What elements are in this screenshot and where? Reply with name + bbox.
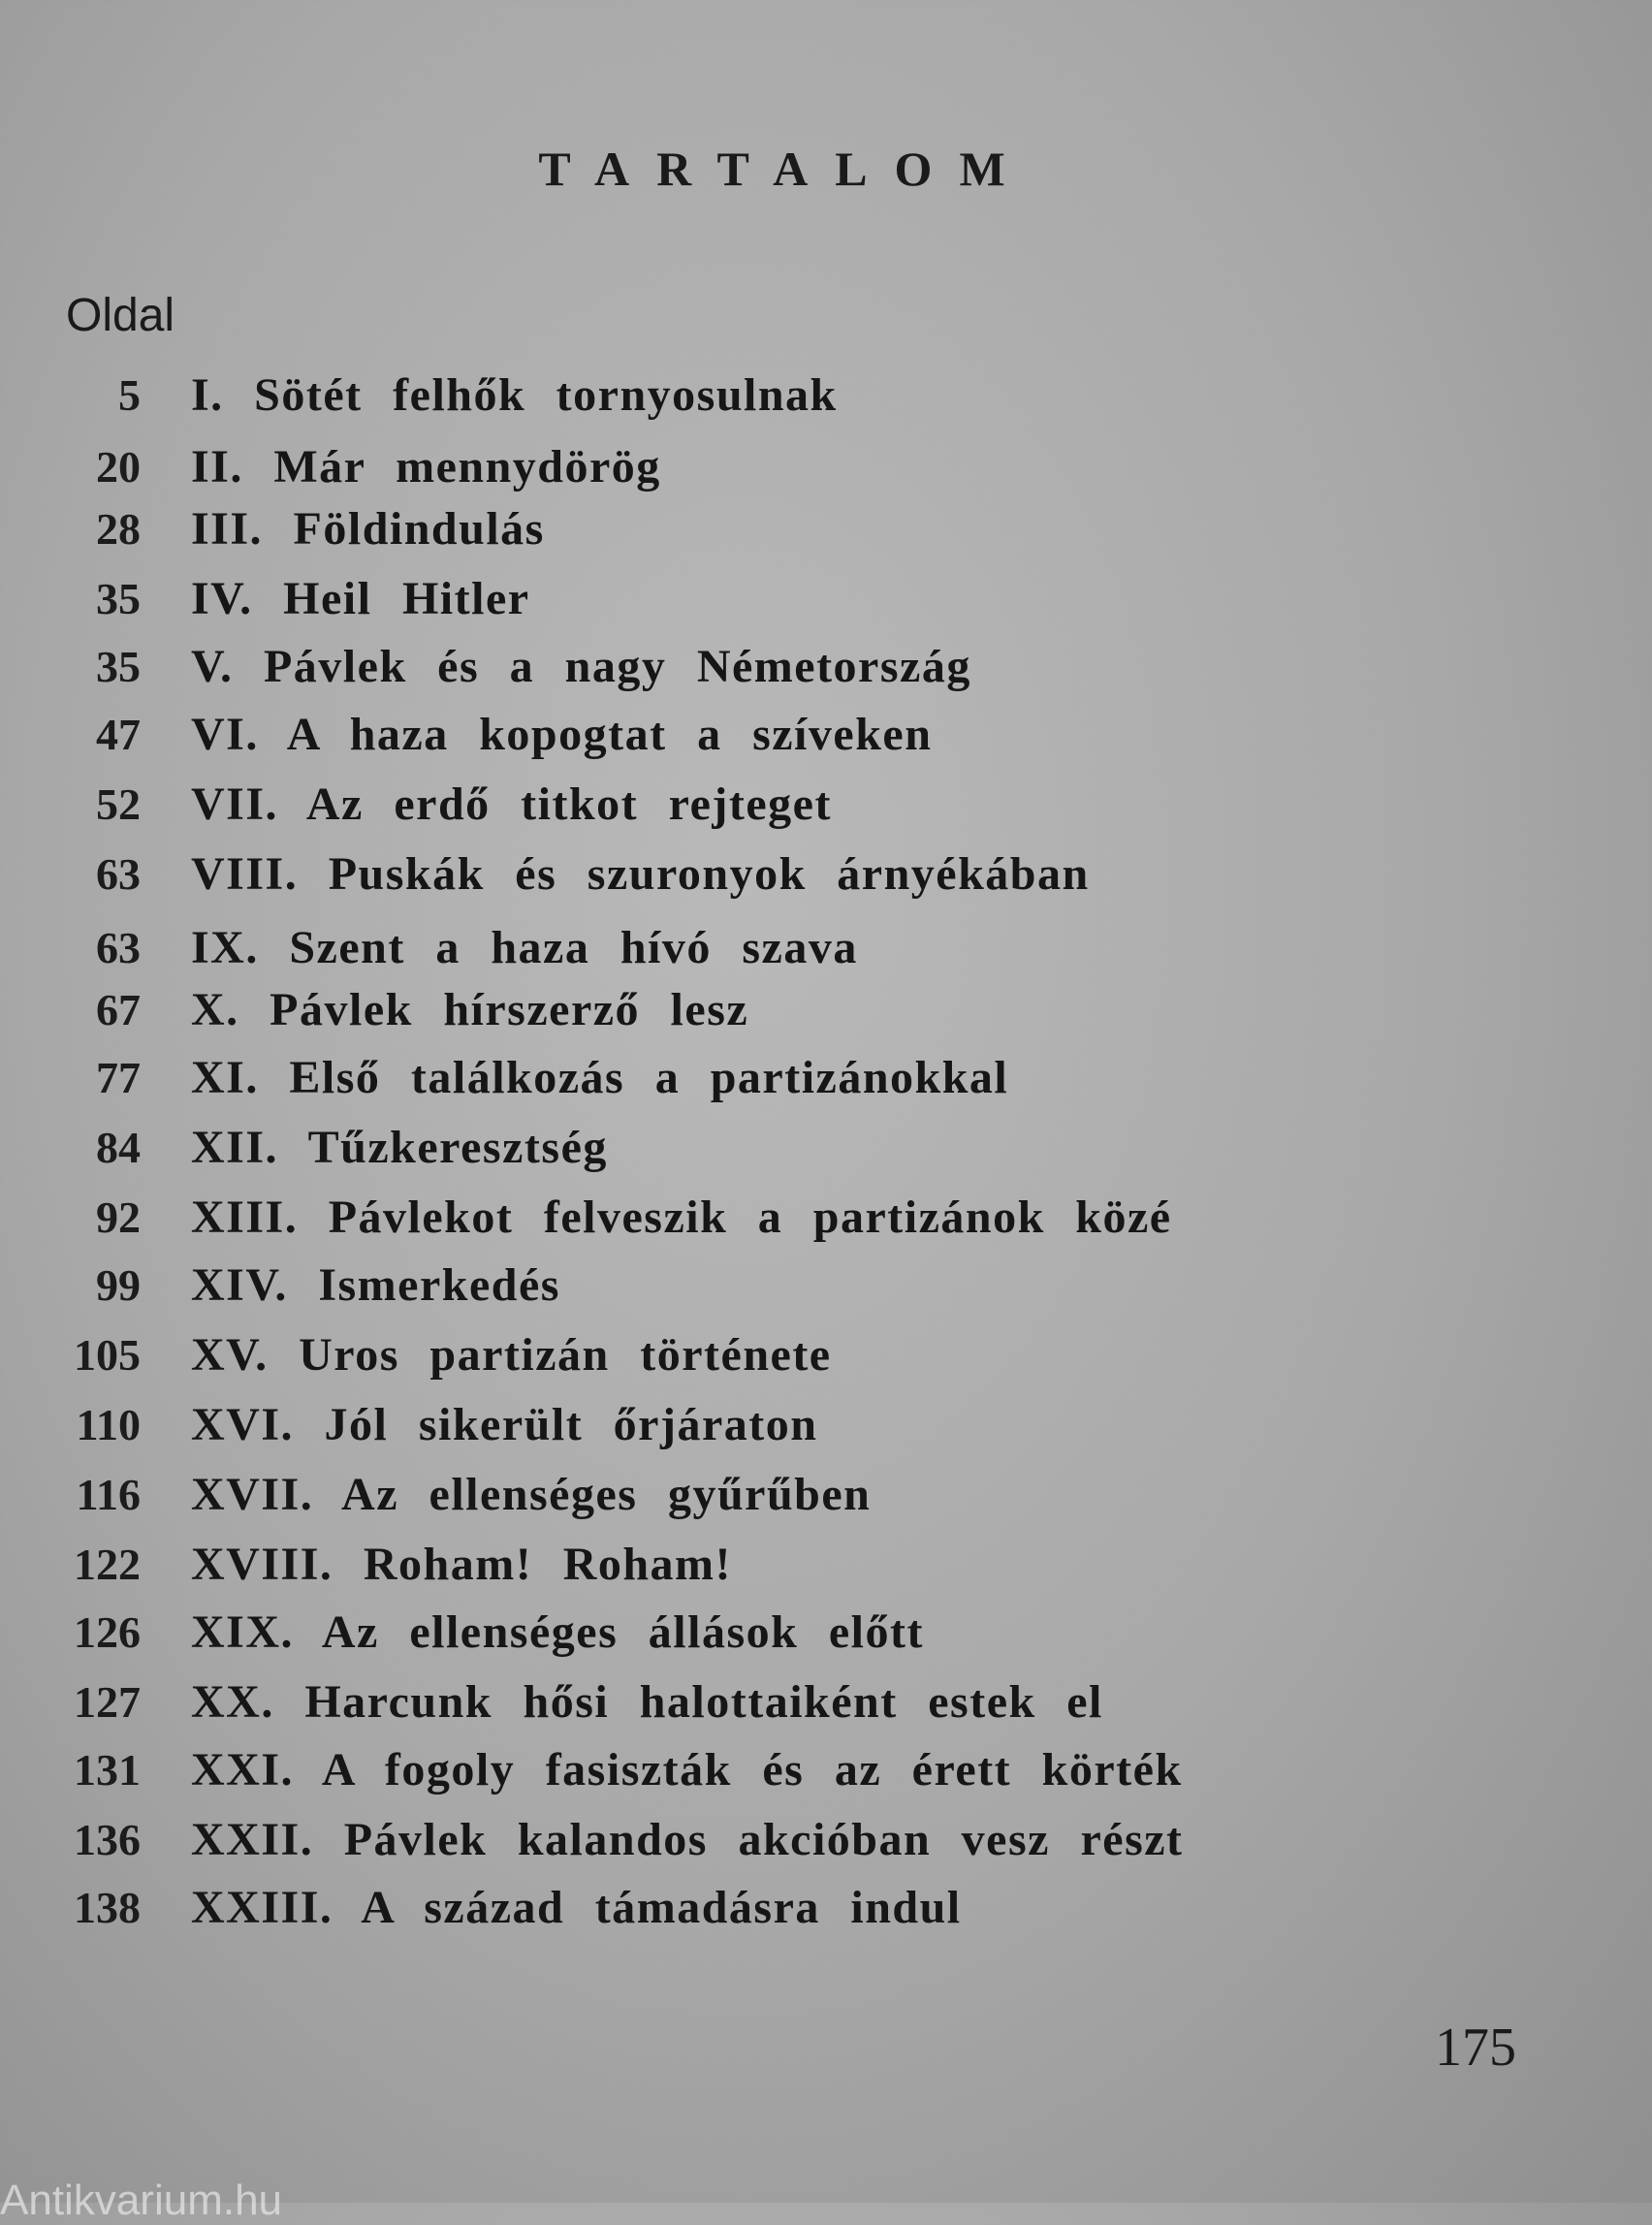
toc-row (0, 502, 1454, 562)
toc-page-number: 84 (96, 1123, 141, 1172)
toc-chapter-title: XXIII. A század támadásra indul (191, 1882, 962, 1933)
toc-row (0, 1258, 1454, 1319)
toc-row (0, 1881, 1454, 1941)
toc-page-number: 126 (74, 1607, 141, 1657)
toc-row (0, 1121, 1454, 1181)
toc-row (0, 440, 1454, 500)
toc-page-number: 28 (96, 504, 141, 554)
toc-chapter-title: VIII. Puskák és szuronyok árnyékában (191, 848, 1090, 900)
toc-row (0, 1538, 1454, 1598)
toc-chapter-title: XXI. A fogoly fasiszták és az érett körték (191, 1744, 1183, 1796)
toc-chapter-title: XIII. Pávlekot felveszik a partizánok közé (191, 1192, 1172, 1243)
toc-row (0, 1468, 1454, 1528)
toc-chapter-title: IV. Heil Hitler (191, 573, 530, 624)
toc-page-number: 116 (76, 1470, 141, 1519)
column-header: Oldal (66, 290, 175, 341)
toc-chapter-title: III. Földindulás (191, 503, 545, 555)
toc-chapter-title: IX. Szent a haza hívó szava (191, 922, 858, 973)
toc-chapter-title: XVII. Az ellenséges gyűrűben (191, 1469, 872, 1520)
toc-page-number: 77 (96, 1053, 141, 1102)
toc-chapter-title: II. Már mennydörög (191, 441, 661, 493)
toc-row (0, 1675, 1454, 1735)
toc-row (0, 1813, 1454, 1873)
toc-page-number: 47 (96, 710, 141, 759)
toc-row (0, 640, 1454, 700)
toc-chapter-title: V. Pávlek és a nagy Németország (191, 641, 971, 692)
toc-chapter-title: XV. Uros partizán története (191, 1329, 832, 1381)
toc-chapter-title: XVI. Jól sikerült őrjáraton (191, 1399, 818, 1450)
toc-chapter-title: I. Sötét felhők tornyosulnak (191, 369, 838, 421)
watermark: Antikvarium.hu (0, 2177, 283, 2224)
toc-page-number: 5 (118, 370, 141, 420)
toc-page-number: 35 (96, 574, 141, 623)
toc-row (0, 921, 1454, 981)
toc-chapter-title: X. Pávlek hírszerző lesz (191, 984, 749, 1035)
toc-row (0, 778, 1454, 838)
toc-chapter-title: XVIII. Roham! Roham! (191, 1539, 733, 1590)
toc-row (0, 847, 1454, 907)
toc-row (0, 572, 1454, 632)
page-number: 175 (1435, 2018, 1516, 2078)
toc-row (0, 708, 1454, 768)
toc-chapter-title: VII. Az erdő titkot rejteget (191, 779, 832, 830)
toc-row (0, 1605, 1454, 1666)
toc-row (0, 1743, 1454, 1803)
toc-chapter-title: VI. A haza kopogtat a szíveken (191, 709, 933, 760)
toc-page-number: 105 (74, 1330, 141, 1380)
toc-row (0, 983, 1454, 1043)
toc-row (0, 1191, 1454, 1251)
toc-page-number: 92 (96, 1192, 141, 1242)
toc-page-number: 138 (74, 1883, 141, 1932)
toc-page-number: 20 (96, 442, 141, 492)
toc-page-number: 52 (96, 779, 141, 829)
toc-page-number: 136 (74, 1815, 141, 1864)
toc-chapter-title: XX. Harcunk hősi halottaiként estek el (191, 1676, 1103, 1728)
toc-chapter-title: XI. Első találkozás a partizánokkal (191, 1052, 1009, 1103)
toc-row (0, 1051, 1454, 1111)
toc-page-number: 67 (96, 985, 141, 1034)
toc-page-number: 99 (96, 1260, 141, 1310)
toc-chapter-title: XIX. Az ellenséges állások előtt (191, 1606, 924, 1658)
toc-chapter-title: XII. Tűzkeresztség (191, 1122, 608, 1173)
toc-chapter-title: XXII. Pávlek kalandos akcióban vesz részt (191, 1814, 1184, 1865)
toc-page-number: 35 (96, 642, 141, 691)
toc-row (0, 368, 1454, 429)
page-title: TARTALOM (538, 142, 1032, 196)
toc-page-number: 63 (96, 923, 141, 972)
toc-page-number: 63 (96, 849, 141, 899)
toc-chapter-title: XIV. Ismerkedés (191, 1259, 560, 1311)
toc-page-number: 131 (74, 1745, 141, 1795)
toc-page-number: 110 (76, 1400, 141, 1449)
toc-row (0, 1398, 1454, 1458)
toc-row (0, 1328, 1454, 1388)
toc-page-number: 127 (74, 1677, 141, 1727)
toc-page-number: 122 (74, 1540, 141, 1589)
